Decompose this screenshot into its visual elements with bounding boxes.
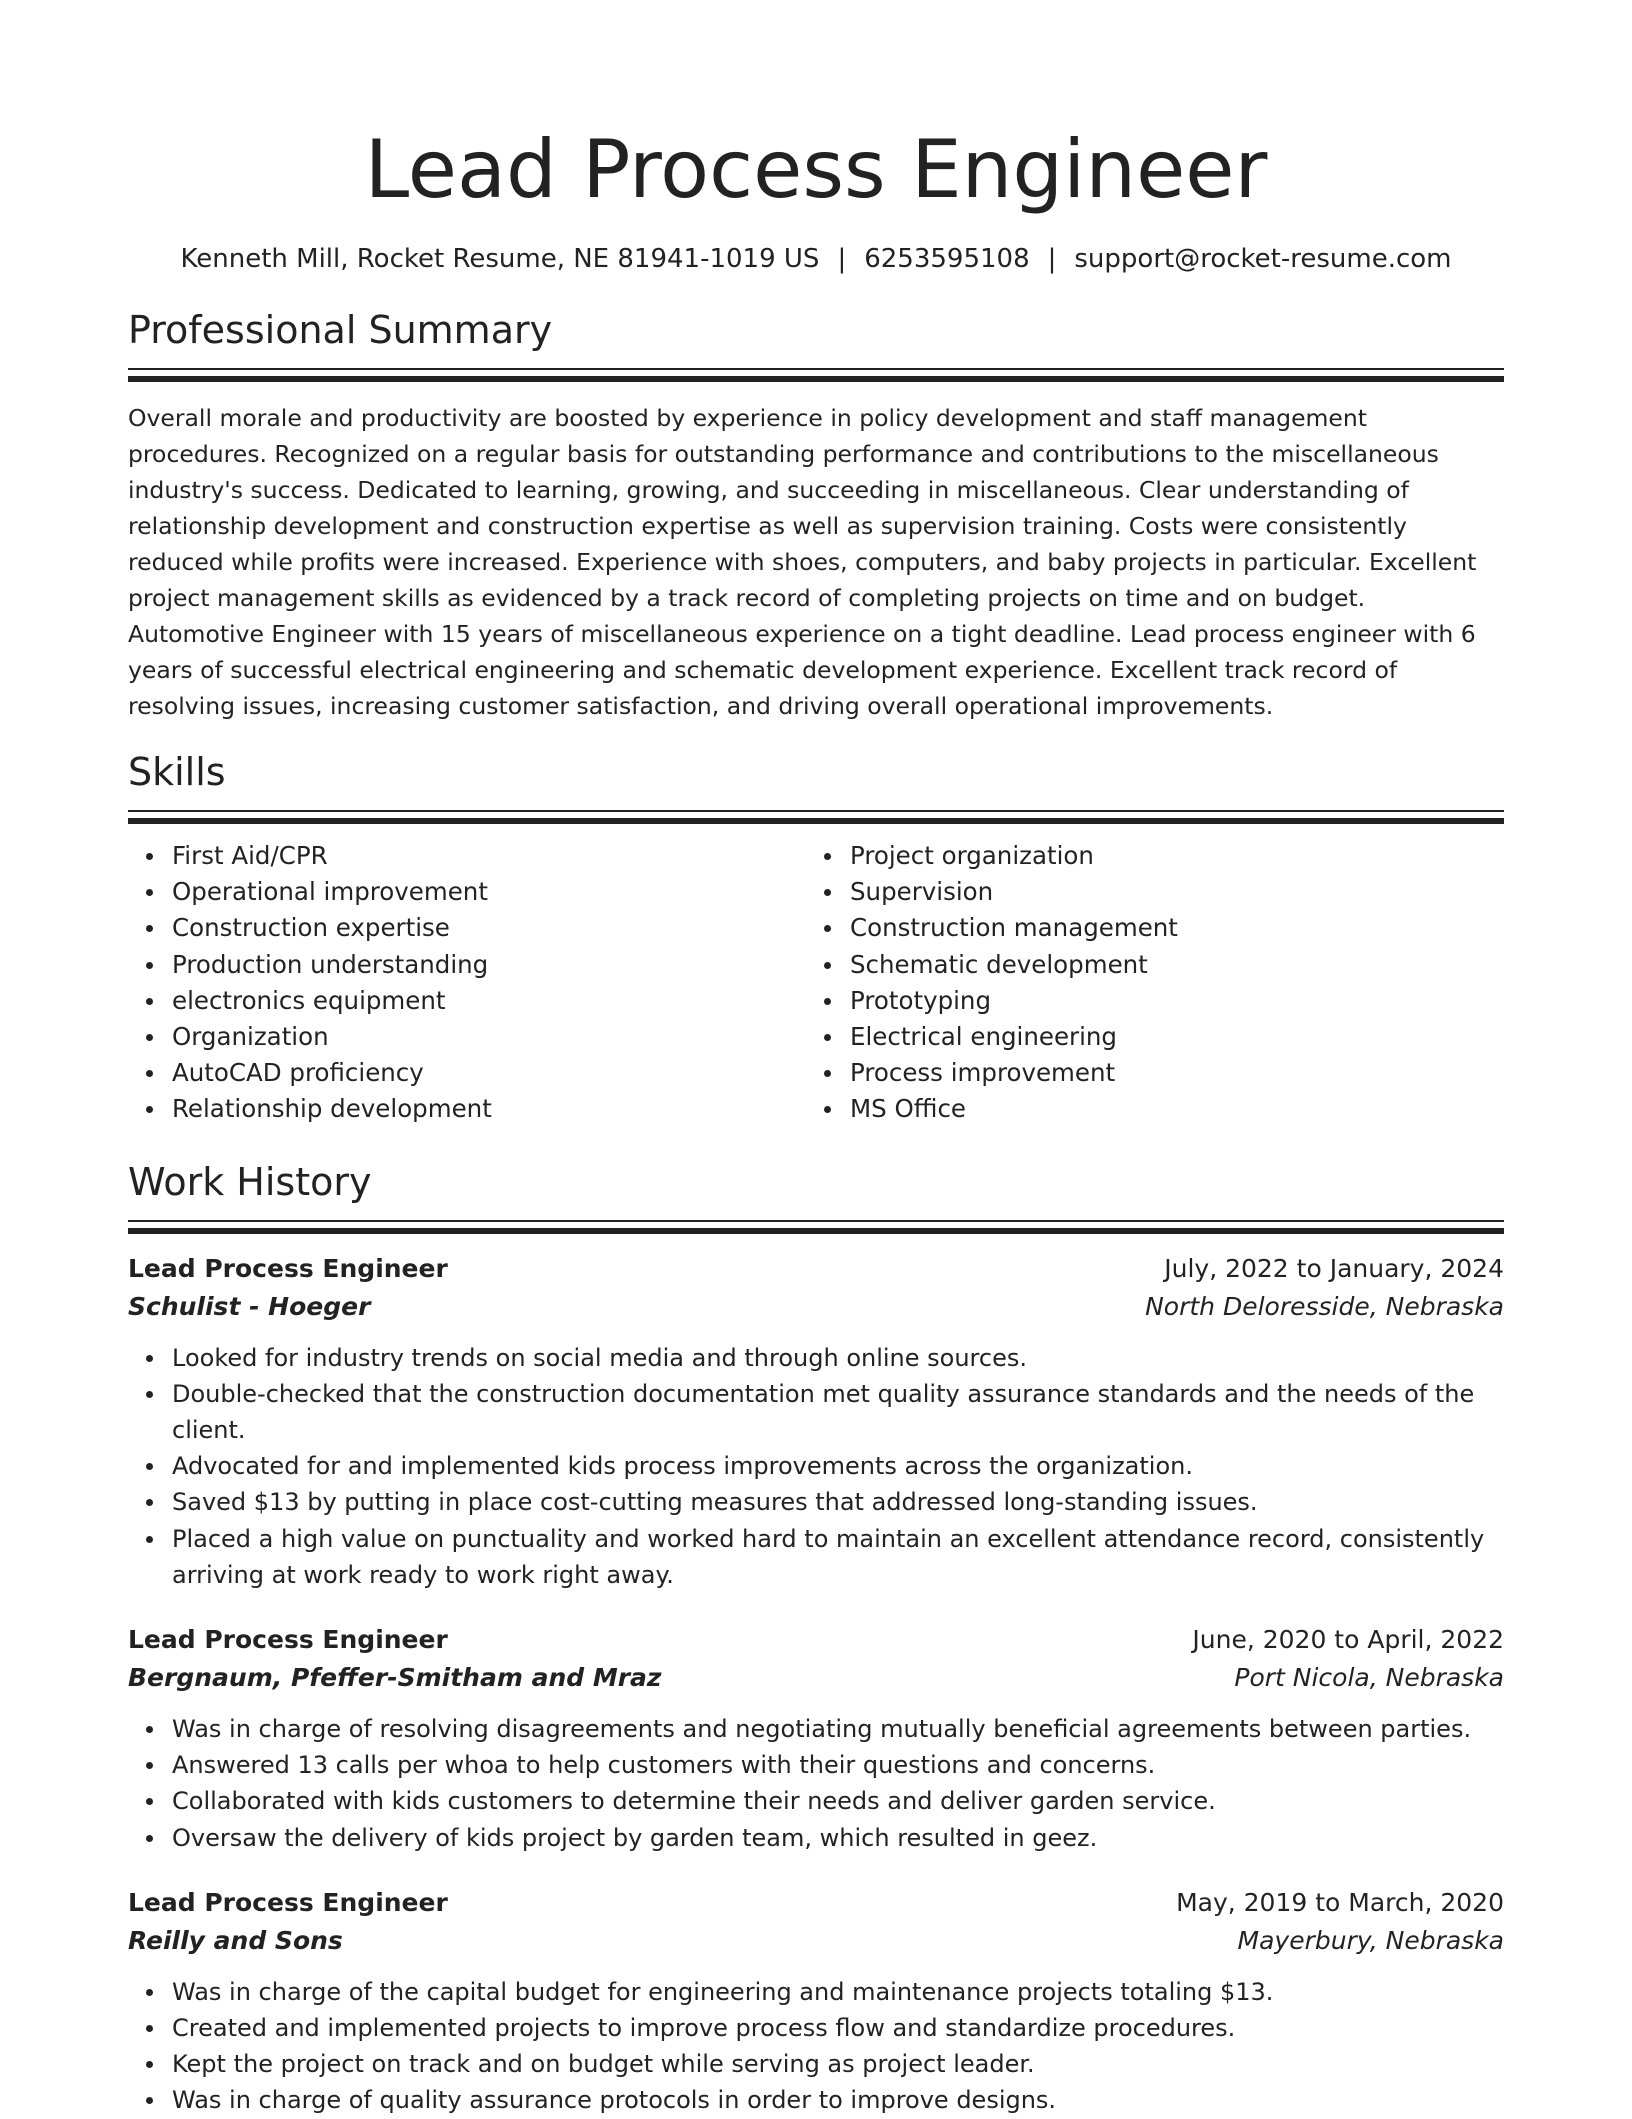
- skills-list-right: [806, 838, 1504, 1128]
- job-company: Reilly and Sons: [128, 1925, 343, 1955]
- job-bullet: Was in charge of resolving disagreements and negotiating mutually beneficial agreements between parties.: [172, 1711, 1504, 1747]
- resume-page: [128, 0, 1504, 2119]
- job-bullet: Advocated for and implemented kids process improvements across the organization.: [172, 1448, 1504, 1484]
- skill-item: Relationship development: [172, 1091, 806, 1127]
- skills-columns: [128, 838, 1504, 1128]
- skill-item: Operational improvement: [172, 874, 806, 910]
- job-bullet: Answered 13 calls per whoa to help customers with their questions and concerns.: [172, 1747, 1504, 1783]
- job-location: Mayerbury, Nebraska: [1237, 1925, 1504, 1955]
- contact-separator: |: [837, 244, 847, 274]
- job-bullet: Saved $13 by putting in place cost-cutting measures that addressed long-standing issues.: [172, 1484, 1504, 1520]
- job-bullet: Was in charge of quality assurance protocols in order to improve designs.: [172, 2082, 1504, 2118]
- job-dates: May, 2019 to March, 2020: [1176, 1887, 1504, 1917]
- job-title: Lead Process Engineer: [128, 1887, 448, 1917]
- job-title: Lead Process Engineer: [128, 1253, 448, 1283]
- job-location: Port Nicola, Nebraska: [1234, 1663, 1504, 1693]
- skills-list-left: [128, 838, 806, 1128]
- skill-item: electronics equipment: [172, 983, 806, 1019]
- job-location: North Deloresside, Nebraska: [1145, 1291, 1504, 1321]
- contact-address: Kenneth Mill, Rocket Resume, NE 81941-1019 US: [180, 244, 820, 274]
- job-dates: July, 2022 to January, 2024: [1164, 1253, 1504, 1283]
- job-entry: [128, 1884, 1504, 2119]
- job-header-row: [128, 1250, 1504, 1288]
- skill-item: Project organization: [850, 838, 1504, 874]
- job-header-row: [128, 1884, 1504, 1922]
- section-divider: [128, 810, 1504, 824]
- skill-item: Schematic development: [850, 947, 1504, 983]
- contact-phone: 6253595108: [864, 244, 1030, 274]
- job-title: Lead Process Engineer: [128, 1625, 448, 1655]
- job-entry: [128, 1250, 1504, 1593]
- summary-text: Overall morale and productivity are boosted by experience in policy development and staff management procedures. Recognized on a regular basis for outstanding performance and contributions to the miscellaneous industry's success. Dedicated to learning, growing, and succeeding in miscellaneous. Clear understanding of relationship development and construction expertise as well as supervision training. Costs were consistently reduced while profits were increased. Experience with shoes, computers, and baby projects in particular. Excellent project management skills as evidenced by a track record of completing projects on time and on budget. Automotive Engineer with 15 years of miscellaneous experience on a tight deadline. Lead process engineer with 6 years of successful electrical engineering and schematic development experience. Excellent track record of resolving issues, increasing customer satisfaction, and driving overall operational improvements.: [128, 404, 1477, 720]
- skill-item: Organization: [172, 1019, 806, 1055]
- job-bullet: Was in charge of the capital budget for engineering and maintenance projects totaling $13.: [172, 1974, 1504, 2010]
- work-heading: Work History: [128, 1159, 372, 1204]
- skill-item: Production understanding: [172, 947, 806, 983]
- job-bullet: Collaborated with kids customers to determine their needs and deliver garden service.: [172, 1783, 1504, 1819]
- skill-item: MS Office: [850, 1091, 1504, 1127]
- job-bullet: Placed a high value on punctuality and worked hard to maintain an excellent attendance record, consistently arriving at work ready to work right away.: [172, 1521, 1504, 1593]
- job-bullet: Looked for industry trends on social media and through online sources.: [172, 1340, 1504, 1376]
- skill-item: Construction expertise: [172, 910, 806, 946]
- job-bullet: Double-checked that the construction documentation met quality assurance standards and the needs of the client.: [172, 1376, 1504, 1448]
- summary-heading: Professional Summary: [128, 308, 553, 352]
- job-company: Bergnaum, Pfeffer-Smitham and Mraz: [128, 1663, 662, 1693]
- job-header-row: [128, 1621, 1504, 1659]
- job-bullet: Created and implemented projects to improve process flow and standardize procedures.: [172, 2010, 1504, 2046]
- section-divider: [128, 368, 1504, 382]
- skill-item: Supervision: [850, 874, 1504, 910]
- skill-item: Construction management: [850, 910, 1504, 946]
- skills-section: [128, 748, 1504, 1128]
- job-company: Schulist - Hoeger: [128, 1291, 371, 1321]
- summary-section: [128, 306, 1504, 724]
- job-bullet: Kept the project on track and on budget while serving as project leader.: [172, 2046, 1504, 2082]
- section-divider: [128, 1220, 1504, 1234]
- job-company-row: [128, 1659, 1504, 1697]
- job-dates: June, 2020 to April, 2022: [1192, 1625, 1504, 1655]
- skill-item: Prototyping: [850, 983, 1504, 1019]
- resume-title: Lead Process Engineer: [364, 123, 1268, 216]
- job-bullets: [128, 1340, 1504, 1593]
- job-entry: [128, 1621, 1504, 1856]
- job-bullet: Oversaw the delivery of kids project by garden team, which resulted in geez.: [172, 1820, 1504, 1856]
- work-section: [128, 1158, 1504, 2119]
- contact-line: [128, 242, 1504, 276]
- job-company-row: [128, 1922, 1504, 1960]
- job-company-row: [128, 1288, 1504, 1326]
- skill-item: Process improvement: [850, 1055, 1504, 1091]
- skill-item: First Aid/CPR: [172, 838, 806, 874]
- contact-email: support@rocket-resume.com: [1074, 244, 1452, 274]
- skill-item: AutoCAD proficiency: [172, 1055, 806, 1091]
- job-bullets: [128, 1974, 1504, 2119]
- skills-heading: Skills: [128, 750, 226, 794]
- contact-separator: |: [1047, 244, 1057, 274]
- skill-item: Electrical engineering: [850, 1019, 1504, 1055]
- job-bullets: [128, 1711, 1504, 1856]
